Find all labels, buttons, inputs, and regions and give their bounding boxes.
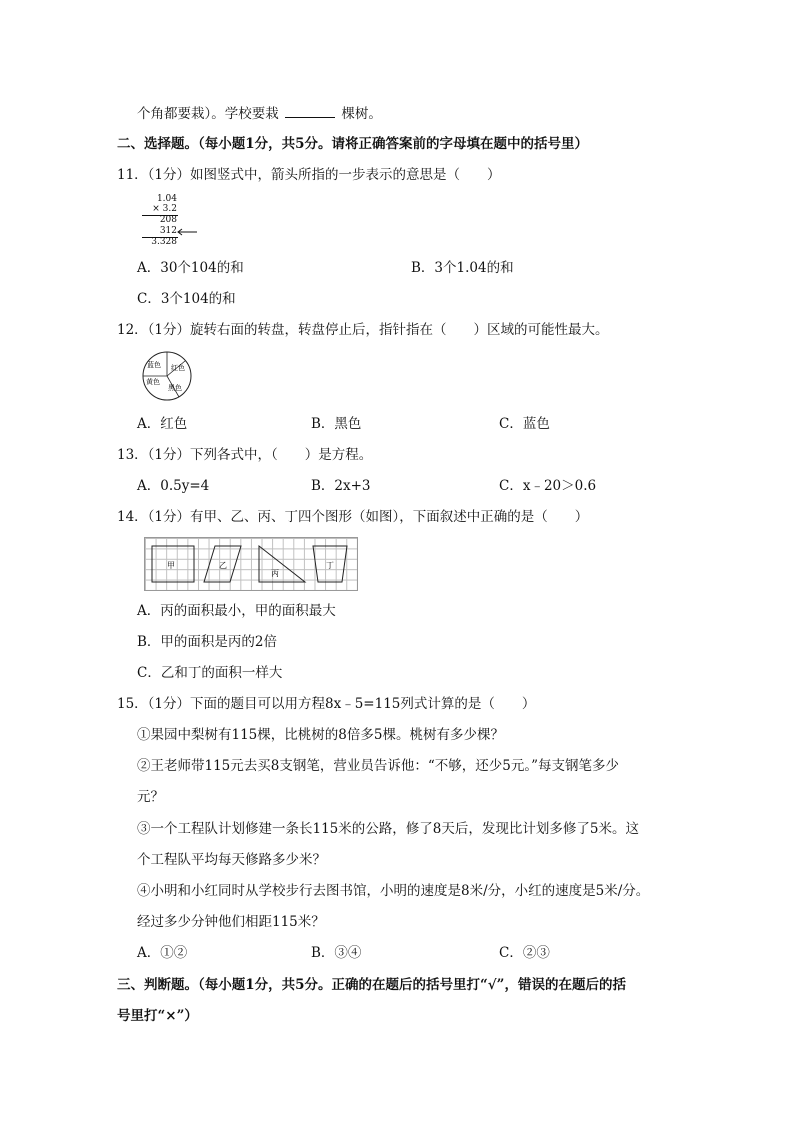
- q12-option-c[interactable]: C．蓝色: [499, 416, 550, 432]
- shapes-svg: [145, 538, 357, 590]
- spinner-label-red: 红色: [171, 364, 185, 372]
- calc-row-3: 208: [159, 215, 177, 225]
- vertical-multiplication-figure: [140, 194, 200, 248]
- answer-blank[interactable]: [285, 103, 335, 118]
- calc-row-1: 1.04: [156, 194, 177, 204]
- q10-tail: [137, 103, 382, 124]
- q15-option-a[interactable]: A．①②: [137, 945, 188, 961]
- arrow-left-icon: [176, 228, 198, 236]
- section-2-heading: 二、选择题。（每小题1分，共5分。请将正确答案前的字母填在题中的括号里）: [117, 136, 589, 152]
- shape-label-jia: 甲: [167, 561, 175, 570]
- q15-option-c[interactable]: C．②③: [499, 945, 550, 961]
- q15-stem: 15．（1分）下面的题目可以用方程8x﹣5=115列式计算的是（ ）: [117, 696, 536, 712]
- q14-stem: 14．（1分）有甲、乙、丙、丁四个图形（如图），下面叙述中正确的是（ ）: [117, 509, 589, 525]
- q14-option-a[interactable]: A．丙的面积最小，甲的面积最大: [137, 603, 336, 619]
- q11-option-b[interactable]: B．3个1.04的和: [411, 260, 514, 276]
- calc-row-5: 3.328: [151, 237, 177, 247]
- section-3-heading-line-2: 号里打“×”）: [117, 1008, 198, 1024]
- shapes-grid-figure: [144, 537, 358, 591]
- q15-item-2-line-1: ②王老师带115元去买8支钢笔，营业员告诉他：“不够，还少5元。”每支钢笔多少: [137, 758, 619, 774]
- shape-label-yi: 乙: [219, 561, 227, 570]
- spinner-figure: [139, 351, 195, 401]
- shape-label-bing: 丙: [271, 569, 279, 578]
- q11-option-a[interactable]: A．30个104的和: [137, 260, 244, 276]
- q12-option-a[interactable]: A．红色: [137, 416, 188, 432]
- q15-item-4-line-1: ④小明和小红同时从学校步行去图书馆，小明的速度是8米/分，小红的速度是5米/分。: [137, 883, 650, 899]
- q12-stem: 12．（1分）旋转右面的转盘，转盘停止后，指针指在（ ）区域的可能性最大。: [117, 322, 609, 338]
- q14-option-c[interactable]: C．乙和丁的面积一样大: [137, 665, 283, 681]
- q15-item-3-line-2: 个工程队平均每天修路多少米？: [137, 852, 326, 868]
- calc-row-2: × 3.2: [152, 204, 177, 214]
- q13-option-a[interactable]: A．0.5y=4: [137, 478, 210, 494]
- calc-row-4: 312: [159, 226, 177, 236]
- shape-label-ding: 丁: [326, 561, 334, 570]
- spinner-label-blue: 蓝色: [147, 361, 161, 369]
- q11-option-c[interactable]: C．3个104的和: [137, 291, 236, 307]
- q15-item-1: ①果园中梨树有115棵，比桃树的8倍多5棵。桃树有多少棵？: [137, 727, 504, 743]
- q10-tail-text-a: 个角都要栽）。学校要栽: [137, 106, 279, 122]
- spinner-label-black: 黑色: [168, 384, 182, 392]
- section-3-heading-line-1: 三、判断题。（每小题1分，共5分。正确的在题后的括号里打“√”，错误的在题后的括: [117, 977, 626, 993]
- q13-option-c[interactable]: C．x﹣20＞0.6: [499, 478, 597, 494]
- q12-option-b[interactable]: B．黑色: [311, 416, 362, 432]
- q10-tail-text-b: 棵树。: [341, 106, 382, 122]
- q11-stem: 11．（1分）如图竖式中，箭头所指的一步表示的意思是（ ）: [117, 167, 501, 183]
- q15-item-3-line-1: ③一个工程队计划修建一条长115米的公路，修了8天后，发现比计划多修了5米。这: [137, 821, 639, 837]
- q14-option-b[interactable]: B．甲的面积是丙的2倍: [137, 634, 278, 650]
- q15-item-2-line-2: 元？: [137, 789, 164, 805]
- q13-option-b[interactable]: B．2x+3: [311, 478, 371, 494]
- q15-item-4-line-2: 经过多少分钟他们相距115米？: [137, 914, 325, 930]
- spinner-label-yellow: 黄色: [146, 378, 160, 386]
- q15-option-b[interactable]: B．③④: [311, 945, 362, 961]
- q13-stem: 13．（1分）下列各式中，（ ）是方程。: [117, 447, 373, 463]
